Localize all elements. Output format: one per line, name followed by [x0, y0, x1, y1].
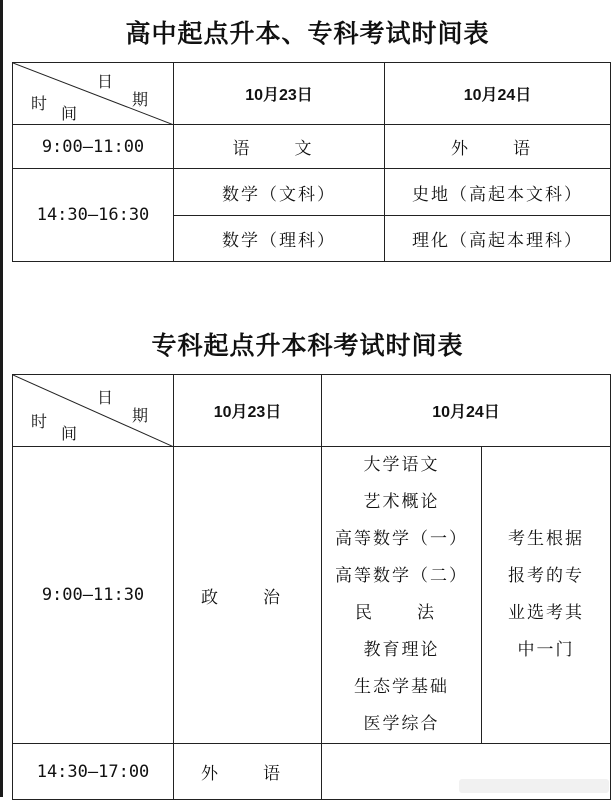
header-oct24: 10月24日 — [322, 375, 611, 447]
corner-cell — [13, 375, 174, 447]
note-line: 考生根据 — [508, 529, 584, 549]
corner-time-label: 时 — [31, 412, 48, 431]
note-line: 中一门 — [517, 640, 575, 660]
list-item: 高等数学（一） — [335, 529, 468, 549]
list-item: 民 法 — [355, 603, 448, 623]
time-cell: 14:30—16:30 — [13, 169, 174, 262]
subject-cell: 数学（理科） — [174, 216, 385, 262]
corner-period-label: 期 — [132, 90, 149, 109]
time-cell: 9:00—11:30 — [13, 447, 174, 744]
note-line: 报考的专 — [508, 566, 584, 586]
corner-date-label: 日 — [97, 72, 114, 91]
subject-cell: 政 治 — [174, 447, 322, 744]
corner-between-label: 间 — [61, 104, 78, 123]
list-item: 教育理论 — [363, 640, 440, 660]
header-oct23: 10月23日 — [174, 375, 322, 447]
time-cell: 14:30—17:00 — [13, 744, 174, 800]
corner-period-label: 期 — [132, 406, 149, 425]
note-line: 业选考其 — [508, 603, 584, 623]
schedule-table-1 — [12, 62, 611, 262]
list-item: 高等数学（二） — [335, 566, 468, 586]
subject-cell: 数学（文科） — [174, 169, 385, 216]
subject-cell: 外 语 — [385, 125, 611, 169]
corner-cell — [13, 63, 174, 125]
list-item: 大学语文 — [363, 455, 440, 475]
corner-time-label: 时 — [31, 94, 48, 113]
header-oct23: 10月23日 — [174, 63, 385, 125]
subject-cell: 理化（高起本理科） — [385, 216, 611, 262]
header-oct24: 10月24日 — [385, 63, 611, 125]
subject-cell: 史地（高起本文科） — [385, 169, 611, 216]
list-item: 艺术概论 — [363, 492, 440, 512]
table2-title: 专科起点升本科考试时间表 — [151, 331, 464, 360]
list-item: 医学综合 — [363, 714, 440, 734]
blurred-watermark — [459, 779, 609, 793]
subject-list-cell — [322, 447, 482, 744]
schedule-table-2 — [12, 374, 611, 800]
subject-cell: 外 语 — [174, 744, 322, 800]
corner-date-label: 日 — [97, 388, 114, 407]
subject-cell: 语 文 — [174, 125, 385, 169]
list-item: 生态学基础 — [354, 677, 449, 697]
note-cell — [482, 447, 611, 744]
time-cell: 9:00—11:00 — [13, 125, 174, 169]
corner-between-label: 间 — [61, 424, 78, 443]
left-edge-bar — [0, 0, 3, 797]
table1-title: 高中起点升本、专科考试时间表 — [125, 19, 490, 48]
